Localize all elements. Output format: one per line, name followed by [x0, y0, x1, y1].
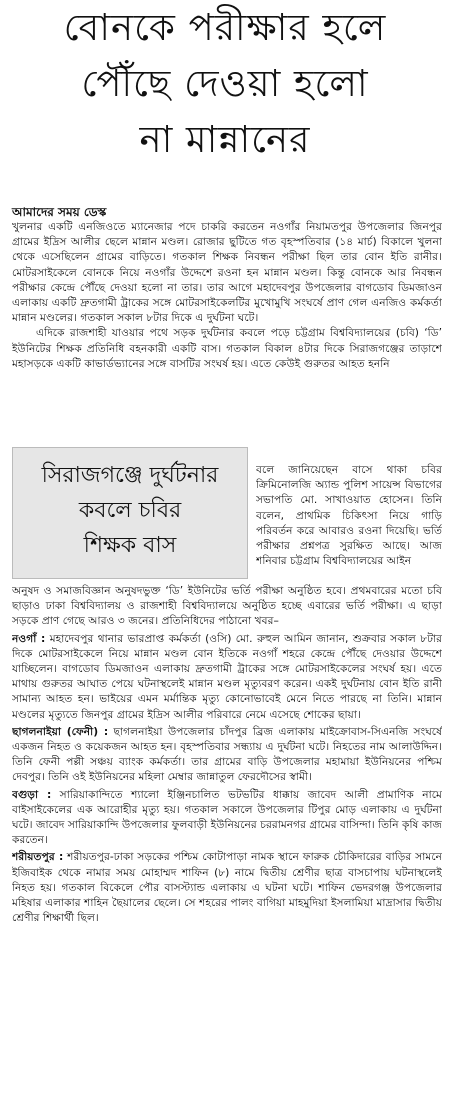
pull-quote-box [12, 447, 248, 579]
section-place: ছাগলনাইয়া (ফেনী) : [12, 724, 109, 738]
pull-quote-line-3: শিক্ষক বাস [83, 533, 177, 558]
headline [0, 0, 450, 168]
pull-quote-line-2: কবলে চবির [78, 498, 182, 523]
section-naogaon [12, 631, 442, 722]
section-text: মহাদেবপুর থানার ভারপ্রাপ্ত কর্মকর্তা (ওসি) মো. রুহুল আমিন জানান, শুক্রবার সকাল ৮টার দিকে মোটরসাইকেলে নিয়ে মান্নান মণ্ডল বোন ইতিকে নওগাঁ শহরে কেন্দ্রে পৌঁছে দেওয়ার উদ্দেশে যাচ্ছিলেন। বাগডোব ডিমজাওন এলাকায় দ্রুতগামী ট্রাকের সঙ্গে মোটরসাইকেলের সংঘর্ষ হয়। এতে মাথায় গুরুতর আঘাত পেয়ে ঘটনাস্থলেই মান্নান মণ্ডল মৃত্যুবরণ করেন। একই দুর্ঘটনায় বোন ইতি রানী সামান্য আহত হন। ভাইয়ের এমন মর্মান্তিক মৃত্যু কোনোভাবেই মেনে নিতে পারছে না তিনি। মান্নান মণ্ডলের মৃত্যুতে জিনপুর গ্রামের ইদ্রিস আলীর পরিবারে নেমে এসেছে শোকের ছায়া। [12, 631, 442, 721]
headline-line-2: পৌঁছে দেওয়া হলো [81, 62, 369, 105]
article-body-bottom [12, 583, 442, 1083]
paragraph-2-side-column: বলে জানিয়েছেন বাসে থাকা চবির ক্রিমিনোলজি অ্যান্ড পুলিশ সায়েন্স বিভাগের সভাপতি মো. সাখাওয়াত হোসেন। তিনি বলেন, প্রাথমিক চিকিৎসা নিয়ে গাড়ি পরিবর্তন করে আবারও রওনা দিয়েছি। ভর্তি পরীক্ষার প্রশ্নপত্র সুরক্ষিত আছে। আজ শনিবার চট্টগ্রাম বিশ্ববিদ্যালয়ের আইন [256, 463, 442, 568]
section-text: ছাগলনাইয়া উপজেলার চাঁদপুর ব্রিজ এলাকায় মাইক্রোবাস-সিএনজি সংঘর্ষে একজন নিহত ও কয়েকজন আহত হন। বৃহস্পতিবার সন্ধ্যায় এ দুর্ঘটনা ঘটে। নিহতের নাম আলাউদ্দিন। তিনি ফেনী পল্লী সঞ্চয় ব্যাংক কর্মকর্তা। তার গ্রামের বাড়ি উপজেলার মহামায়া ইউনিয়নের পশ্চিম দেবপুর। তিনি ওই ইউনিয়নের মহিলা মেম্বার জান্নাতুল ফেরদৌসের স্বামী। [12, 724, 442, 784]
section-chhagalnaiya [12, 724, 442, 785]
paragraph-2: এদিকে রাজশাহী যাওয়ার পথে সড়ক দুর্ঘটনার কবলে পড়ে চট্টগ্রাম বিশ্ববিদ্যালয়ের (চবি) ‘ডি’ ইউনিটের শিক্ষক প্রতিনিধি বহনকারী একটি বাস। গতকাল বিকাল ৪টার দিকে সিরাজগঞ্জের তাড়াশে মহাসড়কে একটি কাভার্ডভ্যানের সঙ্গে বাসটির সংঘর্ষ হয়। এতে কেউই গুরুতর আহত হননি [12, 326, 442, 370]
paragraph-2-continued: অনুষদ ও সমাজবিজ্ঞান অনুষদভুক্ত ‘ডি’ ইউনিটের ভর্তি পরীক্ষা অনুষ্ঠিত হবে। প্রথমবারের মতো চবি ছাড়াও ঢাকা বিশ্ববিদ্যালয় ও রাজশাহী বিশ্ববিদ্যালয়ে অনুষ্ঠিত হচ্ছে এবারের ভর্তি পরীক্ষা। এ ছাড়া সড়কে প্রাণ গেছে আরও ৩ জনের। প্রতিনিধিদের পাঠানো খবর– [12, 584, 442, 628]
section-place: নওগাঁ : [12, 631, 46, 645]
byline: আমাদের সময় ডেস্ক [12, 205, 107, 219]
section-bogura [12, 787, 442, 848]
headline-line-3: না মান্নানের [139, 118, 311, 161]
section-place: বগুড়া : [12, 787, 52, 801]
article-body-top [12, 219, 442, 462]
pull-quote-line-1: সিরাজগঞ্জে দুর্ঘটনার [41, 463, 219, 488]
section-place: শরীয়তপুর : [12, 850, 64, 864]
paragraph-1: খুলনার একটি এনজিওতে ম্যানেজার পদে চাকরি করতেন নওগাঁর নিয়ামতপুর উপজেলার জিনপুর গ্রামের ইদ্রিস আলীর ছেলে মান্নান মণ্ডল। রোজার ছুটিতে গত বৃহস্পতিবার (১৪ মার্চ) বিকালে খুলনা থেকে এসেছিলেন গ্রামের বাড়িতে। গতকাল শিক্ষক নিবন্ধন পরীক্ষা ছিল তার বোন ইতি রানীর। মোটরসাইকেলে বোনকে নিয়ে নওগাঁর উদ্দেশে রওনা হন মান্নান মণ্ডল। কিন্তু বোনকে আর নিবন্ধন পরীক্ষার কেন্দ্রে পৌঁছে দেওয়া হলো না তার। তার আগে মহাদেবপুর উপজেলার বাগডোব ডিমজাওন এলাকায় একটি দ্রুতগামী ট্রাকের সঙ্গে মোটরসাইকেলটির মুখোমুখি সংঘর্ষে প্রাণ গেল এনজিও কর্মকর্তা মান্নান মণ্ডলের। গতকাল সকাল ৮টার দিকে এ দুর্ঘটনা ঘটে। [12, 220, 442, 325]
section-text: সারিয়াকান্দিতে শ্যালো ইঞ্জিনচালিত ভটভটির ধাক্কায় জাবেদ আলী প্রামাণিক নামে বাইসাইকেলের এক আরোহীর মৃত্যু হয়। গতকাল সকালে উপজেলার টিপুর মোড় এলাকায় এ দুর্ঘটনা ঘটে। জাবেদ সারিয়াকান্দি উপজেলার ফুলবাড়ী ইউনিয়নের চররামনগর গ্রামের বাসিন্দা। তিনি কৃষি কাজ করতেন। [12, 787, 442, 847]
section-text: শরীয়তপুর-ঢাকা সড়কের পশ্চিম কোটাপাড়া নামক স্থানে ফারুক চৌকিদারের বাড়ির সামনে ইজিবাইক থেকে নামার সময় মোহাম্মদ শাফিন (৮) নামে দ্বিতীয় শ্রেণীর ছাত্র বাসচাপায় ঘটনাস্থলেই নিহত হয়। গতকাল বিকেলে পৌর বাসস্ট্যান্ড এলাকায় এ ঘটনা ঘটে। শাফিন ভেদরগঞ্জ উপজেলার মহিষার এলাকার শাহিন ছৈয়ালের ছেলে। সে শহরের পালং বাগিয়া মাহমুদিয়া ইসলামিয়া মাদ্রাসার দ্বিতীয় শ্রেণীর শিক্ষার্থী ছিল। [12, 850, 442, 925]
headline-line-1: বোনকে পরীক্ষার হলে [63, 6, 387, 49]
section-shariatpur [12, 849, 442, 925]
